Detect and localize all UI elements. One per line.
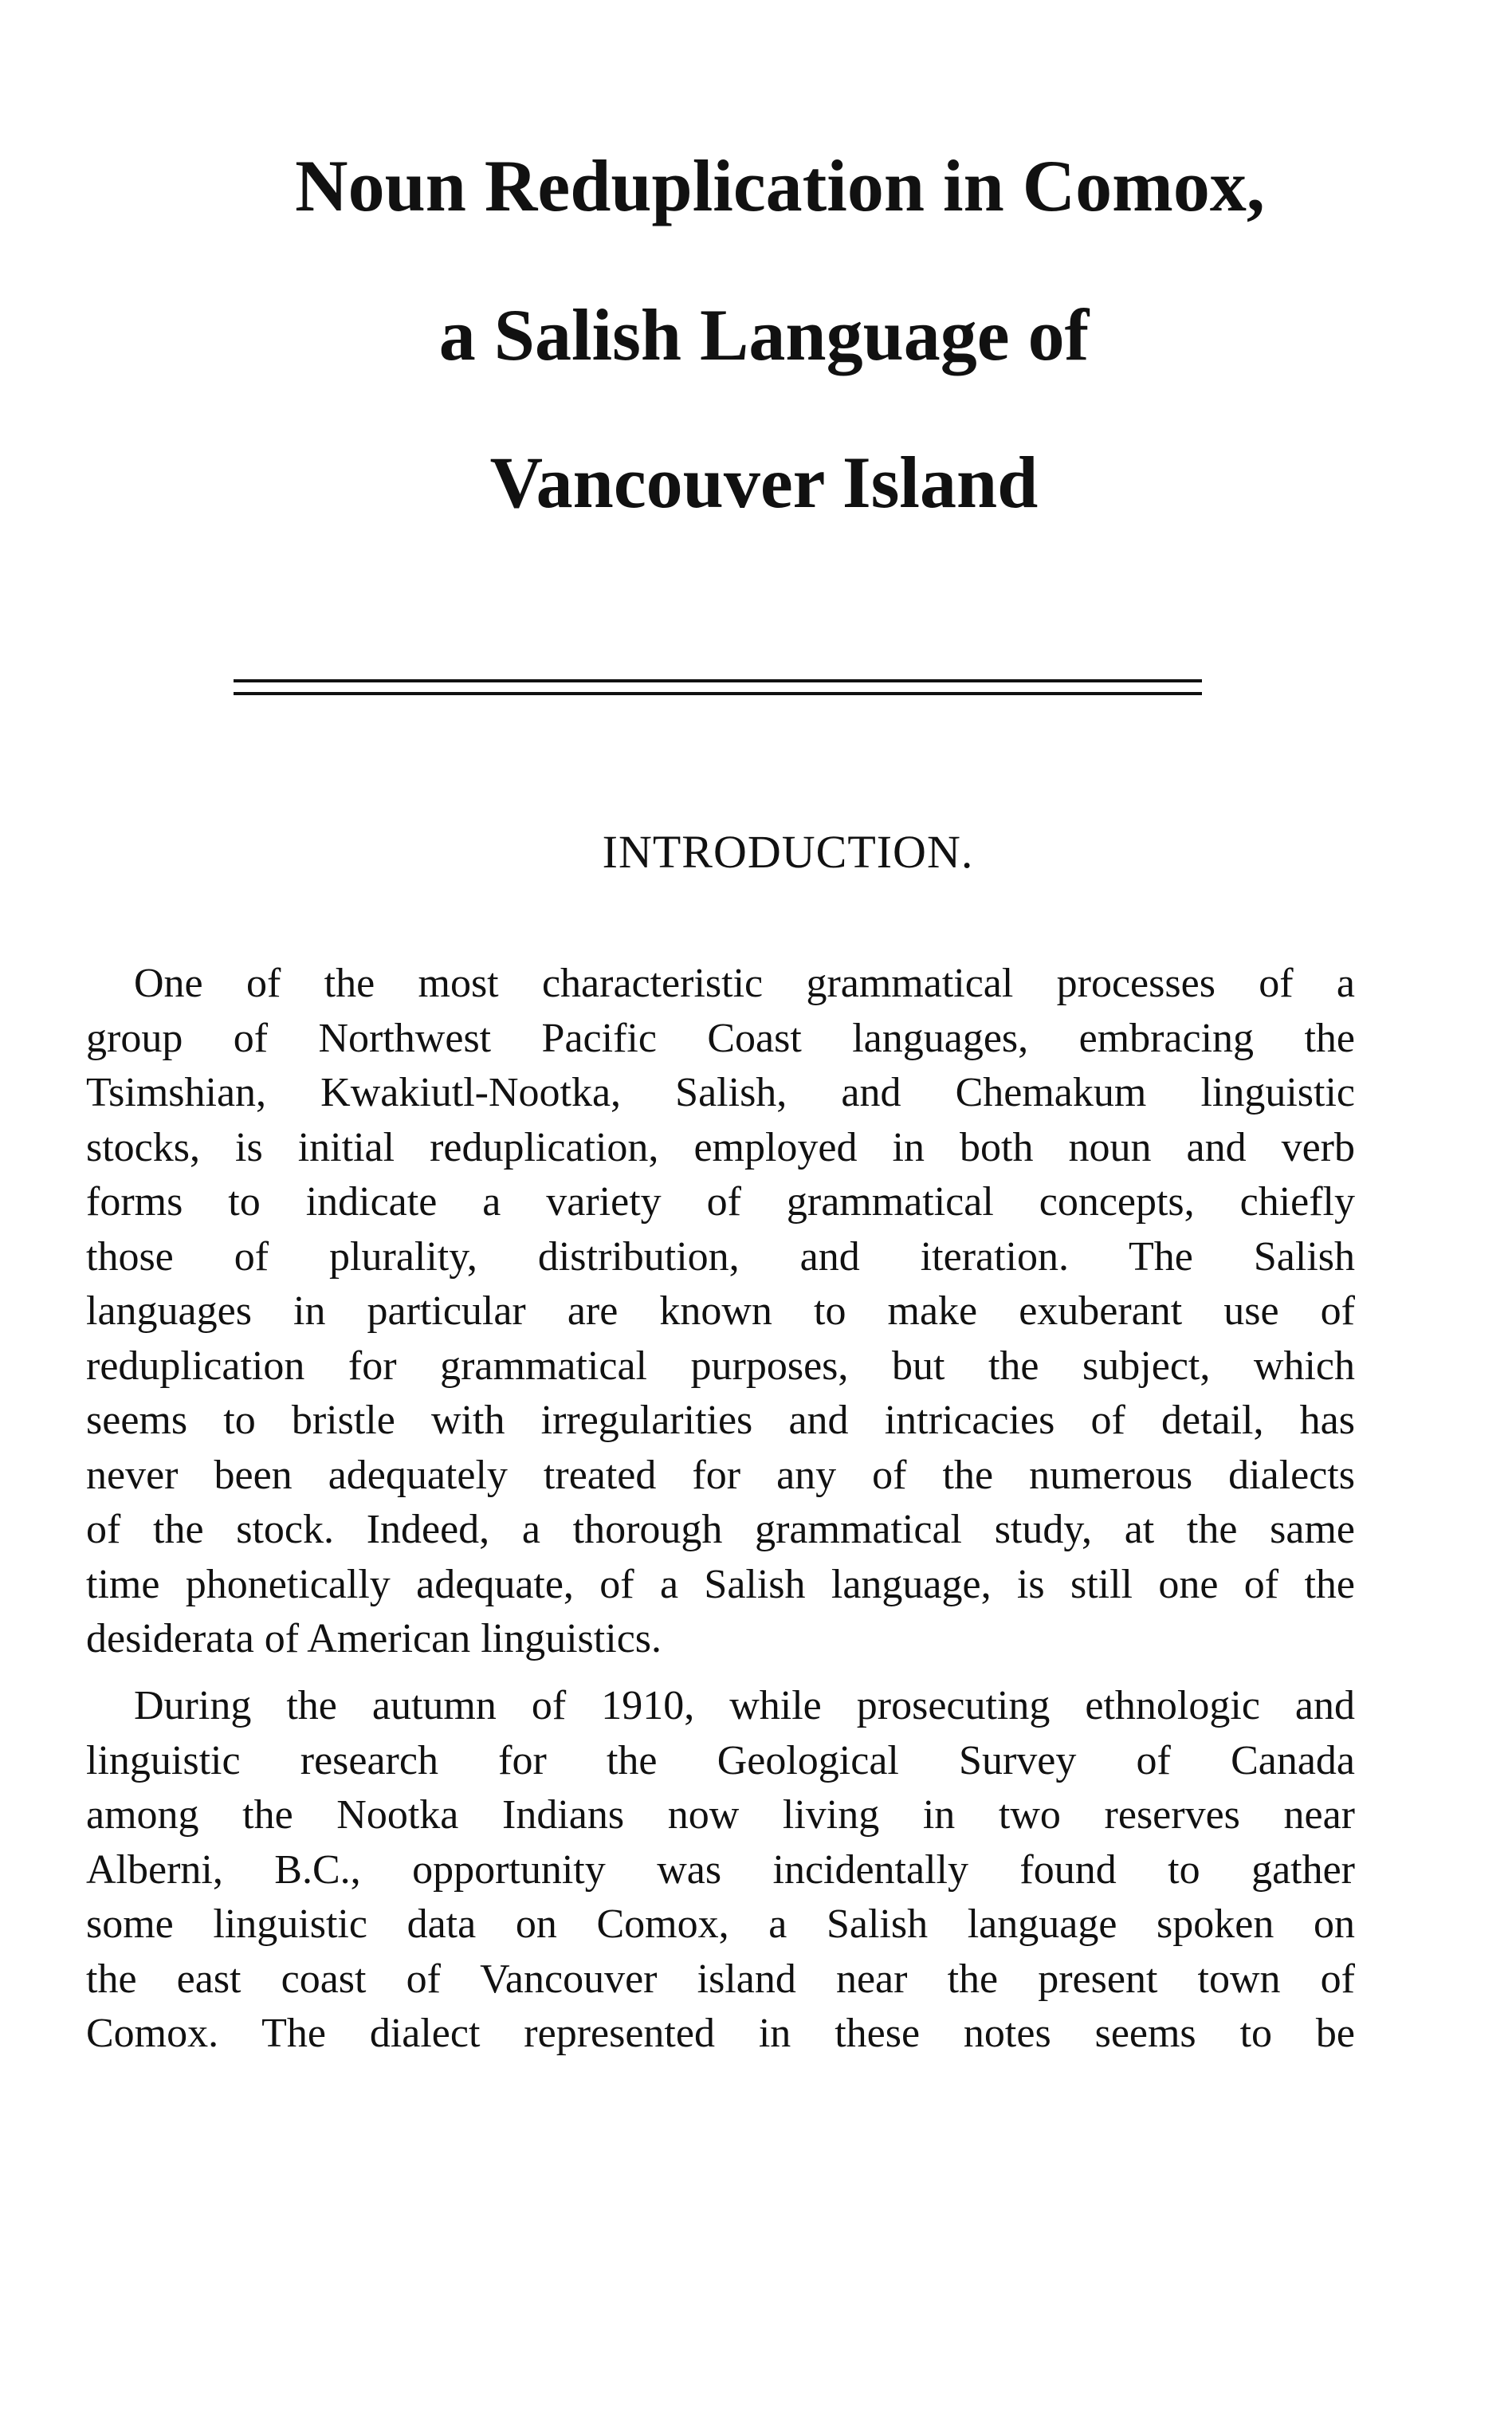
paragraph-1	[86, 957, 1355, 1667]
double-rule-bottom	[234, 692, 1202, 695]
paragraph-line: group of Northwest Pacific Coast languages, embracing the	[86, 1015, 1355, 1061]
paragraph-line: stocks, is initial reduplication, employed in both noun and verb	[86, 1124, 1355, 1170]
title-line-2: a Salish Language of	[438, 294, 1090, 375]
paragraph-2	[86, 1679, 1355, 2062]
paragraph-line: One of the most characteristic grammatical processes of a	[134, 961, 1355, 1006]
paragraph-line: some linguistic data on Comox, a Salish language spoken on	[86, 1901, 1355, 1947]
paragraph-line: time phonetically adequate, of a Salish language, is still one of the	[86, 1561, 1355, 1607]
section-heading: INTRODUCTION.	[602, 826, 974, 878]
paragraph-line: linguistic research for the Geological Survey of Canada	[86, 1737, 1355, 1783]
paragraph-line: among the Nootka Indians now living in two reserves near	[86, 1792, 1355, 1838]
paragraph-line: the east coast of Vancouver island near the present town of	[86, 1956, 1355, 2002]
paragraph-line: desiderata of American linguistics.	[86, 1616, 662, 1661]
double-rule-top	[234, 679, 1202, 682]
title-line-1: Noun Reduplication in Comox,	[295, 145, 1265, 226]
paragraph-line: Comox. The dialect represented in these notes seems to be	[86, 2011, 1355, 2056]
paragraph-line: those of plurality, distribution, and iteration. The Salish	[86, 1233, 1355, 1280]
paragraph-line: Alberni, B.C., opportunity was incidentally found to gather	[86, 1846, 1355, 1893]
paragraph-line: reduplication for grammatical purposes, but the subject, which	[86, 1343, 1355, 1389]
paragraph-line: forms to indicate a variety of grammatical concepts, chiefly	[86, 1179, 1355, 1225]
paragraph-line: languages in particular are known to make exuberant use of	[86, 1288, 1355, 1334]
paragraph-line: seems to bristle with irregularities and intricacies of detail, has	[86, 1398, 1355, 1443]
paragraph-line: never been adequately treated for any of the numerous dialects	[86, 1452, 1355, 1498]
paragraph-line: Tsimshian, Kwakiutl-Nootka, Salish, and Chemakum linguistic	[86, 1070, 1355, 1115]
paragraph-line: During the autumn of 1910, while prosecuting ethnologic and	[134, 1683, 1355, 1728]
title-line-3: Vancouver Island	[489, 442, 1039, 523]
paragraph-line: of the stock. Indeed, a thorough grammatical study, at the same	[86, 1507, 1355, 1552]
